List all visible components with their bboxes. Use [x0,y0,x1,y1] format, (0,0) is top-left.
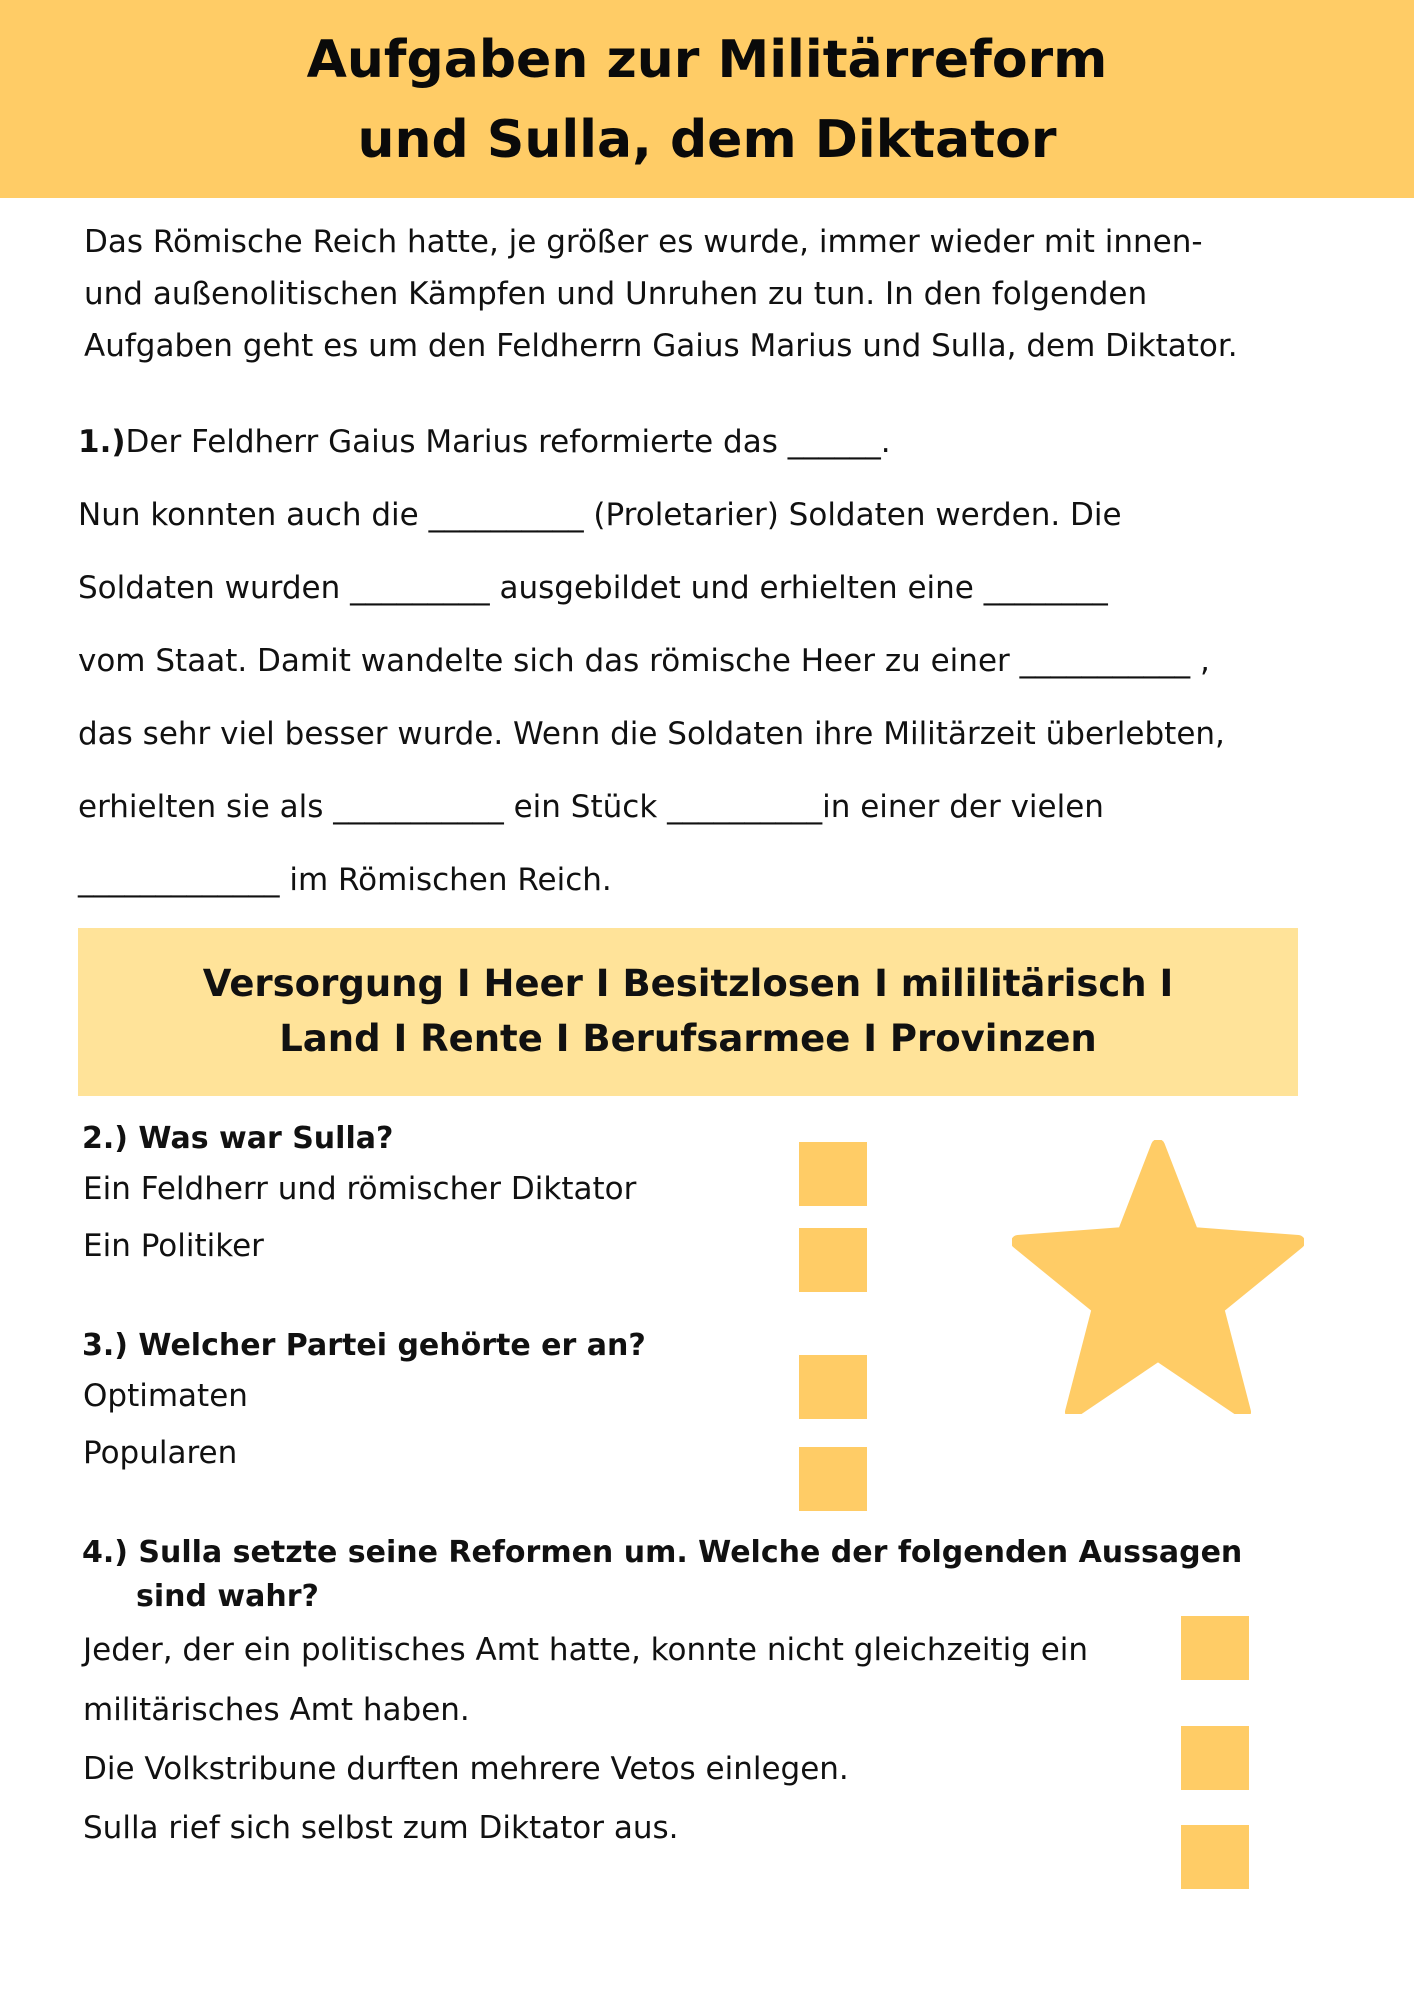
question-4-heading-line2: sind wahr? [136,1579,319,1614]
star-icon [1012,1140,1304,1418]
statement-1-line2: militärisches Amt haben. [83,1692,470,1728]
checkbox-q2-option-1[interactable] [799,1142,867,1206]
checkbox-statement-3[interactable] [1181,1825,1249,1889]
question-3-option-1: Optimaten [83,1378,248,1414]
statement-3: Sulla rief sich selbst zum Diktator aus. [83,1810,679,1846]
page-title-line2: und Sulla, dem Diktator [357,110,1057,170]
question-2-option-2: Ein Politiker [83,1228,264,1264]
question-2-heading: 2.) Was war Sulla? [82,1121,394,1156]
task-number: 1.) [78,424,126,460]
statement-1-line1: Jeder, der ein politisches Amt hatte, konnte nicht gleichzeitig ein [83,1632,1089,1668]
checkbox-statement-1[interactable] [1181,1616,1249,1680]
cloze-line: Nun konnten auch die __________ (Proletarier) Soldaten werden. Die [78,497,1122,533]
star-graphic [1012,1140,1304,1414]
cloze-line [78,424,891,460]
page-title-line1: Aufgaben zur Militärreform [306,30,1108,90]
question-3-option-2: Popularen [83,1435,238,1471]
cloze-line: _____________ im Römischen Reich. [78,862,612,898]
cloze-line: erhielten sie als ___________ ein Stück __________in einer der vielen [78,789,1104,825]
question-2-option-1: Ein Feldherr und römischer Diktator [83,1171,637,1207]
word-bank-line1: Versorgung I Heer I Besitzlosen I mililitärisch I [202,962,1174,1005]
cloze-text: Der Feldherr Gaius Marius reformierte das ______. [125,424,891,460]
intro-line: und außenolitischen Kämpfen und Unruhen zu tun. In den folgenden [84,276,1148,312]
title-banner [0,0,1414,198]
intro-line: Aufgaben geht es um den Feldherrn Gaius Marius und Sulla, dem Diktator. [84,328,1238,364]
word-bank-line2: Land I Rente I Berufsarmee I Provinzen [279,1017,1097,1060]
checkbox-q3-option-2[interactable] [799,1447,867,1511]
question-4-heading-line1: 4.) Sulla setzte seine Reformen um. Welche der folgenden Aussagen [82,1535,1243,1570]
intro-line: Das Römische Reich hatte, je größer es wurde, immer wieder mit innen- [84,224,1203,260]
cloze-line: Soldaten wurden _________ ausgebildet und erhielten eine ________ [78,570,1108,606]
checkbox-statement-2[interactable] [1181,1726,1249,1790]
question-3-heading: 3.) Welcher Partei gehörte er an? [82,1328,646,1363]
cloze-line: vom Staat. Damit wandelte sich das römische Heer zu einer ___________ , [78,643,1210,679]
intro-text [84,216,1364,372]
cloze-line: das sehr viel besser wurde. Wenn die Soldaten ihre Militärzeit überlebten, [78,716,1225,752]
word-bank [78,928,1298,1096]
checkbox-q2-option-2[interactable] [799,1228,867,1292]
statement-2: Die Volkstribune durften mehrere Vetos einlegen. [83,1751,849,1787]
checkbox-q3-option-1[interactable] [799,1355,867,1419]
